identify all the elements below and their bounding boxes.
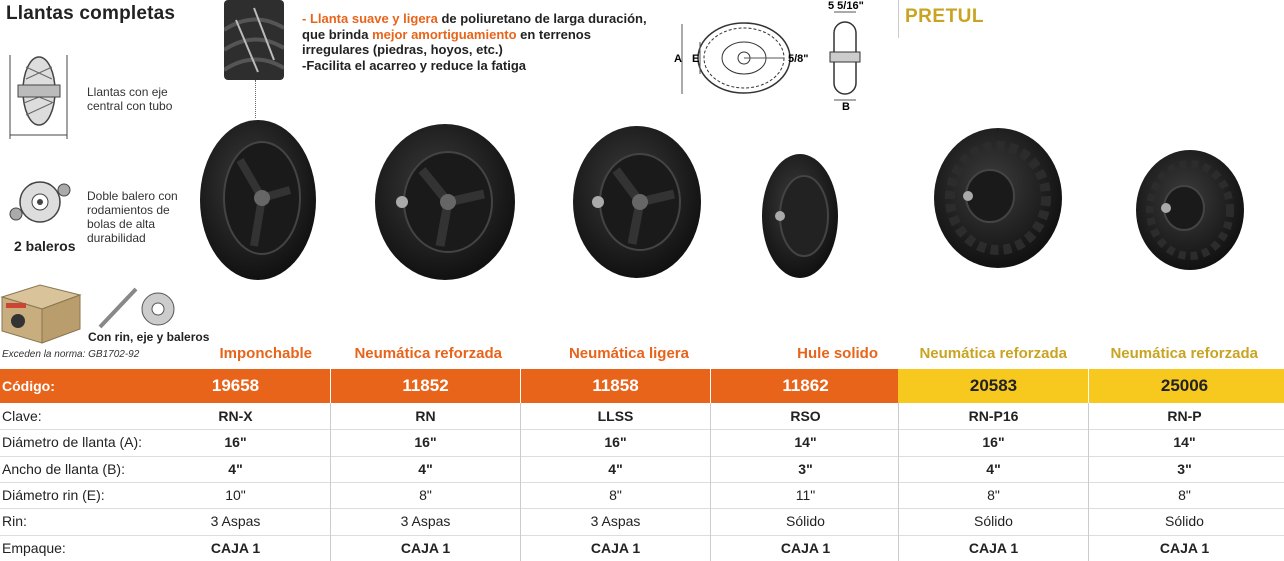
wheel-image-25006 — [1136, 150, 1244, 270]
product-description — [302, 11, 662, 73]
col-divider — [330, 403, 331, 561]
desc-text-1: de poliuretano de larga duración, — [437, 11, 647, 26]
row-divider — [0, 456, 1284, 457]
code-11852: 11852 — [402, 376, 449, 395]
table-row — [0, 508, 1284, 534]
diagram-label-a: A — [674, 53, 682, 65]
table-row — [0, 482, 1284, 508]
row-divider — [0, 482, 1284, 483]
table-cell: 3" — [1177, 460, 1192, 477]
table-cell: 16" — [982, 434, 1005, 451]
table-cell: CAJA 1 — [400, 539, 451, 556]
table-cell: 8" — [987, 486, 1000, 503]
col-divider — [520, 403, 521, 561]
wheel-images — [190, 110, 1280, 290]
desc-highlight-1: - Llanta suave y ligera — [302, 11, 438, 26]
table-cell: RN-P — [1167, 408, 1202, 424]
desc-text-3: irregulares (piedras, hoyos, etc.) — [302, 42, 503, 57]
table-cell: 3 Aspas — [400, 513, 451, 530]
table-cell: 4" — [228, 460, 243, 477]
table-cell: RN-P16 — [968, 408, 1019, 424]
code-row — [0, 369, 1284, 403]
code-11862: 11862 — [782, 376, 829, 395]
feature-bearing-text: Doble balero con rodamientos de bolas de alta durabilidad — [87, 189, 178, 245]
desc-highlight-2: mejor amortiguamiento — [372, 26, 517, 42]
table-cell: CAJA 1 — [1159, 539, 1210, 556]
table-cell: 4" — [608, 460, 623, 477]
row-divider — [0, 508, 1284, 509]
table-cell: 14" — [1173, 434, 1196, 451]
table-row — [0, 403, 1284, 429]
feature-axle-text: Llantas con eje central con tubo — [87, 85, 173, 113]
dimension-diagram — [672, 0, 872, 112]
row-label: Ancho de llanta (B): — [2, 460, 125, 477]
table-cell: 16" — [224, 434, 247, 451]
type-label-5: Neumática reforzada — [919, 345, 1067, 362]
wheel-image-20583 — [934, 128, 1062, 268]
diagram-label-5516: 5 5/16" — [828, 0, 864, 12]
table-cell: CAJA 1 — [780, 539, 831, 556]
table-cell: RSO — [790, 408, 821, 424]
desc-text-2a: que brinda — [302, 26, 373, 42]
type-label-4: Hule solido — [797, 345, 878, 362]
desc-text-4: -Facilita el acarreo y reduce la fatiga — [302, 57, 526, 73]
code-19658: 19658 — [211, 376, 260, 395]
page-title: Llantas completas — [6, 3, 176, 24]
table-cell: 8" — [419, 486, 432, 503]
table-cell: CAJA 1 — [210, 539, 261, 556]
row-label: Empaque: — [2, 539, 66, 556]
table-cell: 4" — [986, 460, 1001, 477]
bearing-count: 2 baleros — [14, 238, 76, 254]
table-cell: 10" — [225, 486, 246, 503]
table-cell: CAJA 1 — [968, 539, 1019, 556]
wheel-image-11858 — [573, 126, 701, 278]
tire-axle-icon — [4, 55, 80, 145]
table-row — [0, 456, 1284, 482]
row-divider — [0, 429, 1284, 430]
row-label: Clave: — [2, 408, 42, 424]
table-cell: Sólido — [974, 513, 1013, 530]
col-divider — [710, 403, 711, 561]
type-label-2: Neumática reforzada — [354, 345, 502, 362]
table-cell: 3" — [798, 460, 813, 477]
code-11858: 11858 — [592, 376, 639, 395]
table-cell: 11" — [795, 486, 816, 503]
table-cell: 8" — [609, 486, 622, 503]
table-cell: RN — [415, 408, 436, 424]
table-row — [0, 535, 1284, 561]
row-divider — [0, 535, 1284, 536]
col-divider — [1088, 403, 1089, 561]
table-cell: 3 Aspas — [210, 513, 261, 530]
table-row — [0, 429, 1284, 455]
norm-text: Exceden la norma: GB1702-92 — [2, 349, 140, 360]
table-cell: Sólido — [1165, 513, 1204, 530]
table-cell: 16" — [414, 434, 437, 451]
table-cell: CAJA 1 — [590, 539, 641, 556]
code-20583: 20583 — [969, 376, 1018, 395]
diagram-label-b: B — [842, 101, 850, 112]
brand-divider — [898, 0, 899, 38]
table-cell: LLSS — [597, 408, 634, 424]
brand-logo: PRETUL — [905, 6, 984, 27]
type-label-3: Neumática ligera — [568, 345, 689, 362]
diagram-label-58: 5/8" — [788, 53, 809, 65]
wheel-image-19658 — [200, 120, 316, 280]
row-label: Diámetro de llanta (A): — [2, 434, 143, 451]
bearing-icon — [8, 178, 72, 228]
table-cell: Sólido — [786, 513, 825, 530]
code-label: Código: — [2, 378, 55, 394]
diagram-label-e: E — [692, 53, 700, 65]
row-label: Rin: — [2, 513, 27, 530]
table-cell: 16" — [604, 434, 627, 451]
table-cell: 4" — [418, 460, 433, 477]
box-icon — [0, 283, 82, 345]
type-label-6: Neumática reforzada — [1110, 345, 1258, 362]
table-cell: 3 Aspas — [590, 513, 641, 530]
wheel-image-11862 — [762, 154, 838, 278]
desc-text-2c: en terrenos — [516, 26, 591, 42]
row-label: Diámetro rin (E): — [2, 486, 105, 503]
type-label-1: Imponchable — [219, 345, 312, 362]
tread-closeup-image — [224, 0, 284, 80]
wheel-image-11852 — [375, 124, 515, 280]
table-cell: 14" — [794, 434, 817, 451]
feature-kit-text: Con rin, eje y baleros — [88, 330, 210, 344]
table-cell: RN-X — [218, 408, 253, 424]
col-divider — [898, 403, 899, 561]
table-cell: 8" — [1178, 486, 1191, 503]
code-25006: 25006 — [1160, 376, 1209, 395]
axle-bearing-icon — [96, 285, 180, 333]
